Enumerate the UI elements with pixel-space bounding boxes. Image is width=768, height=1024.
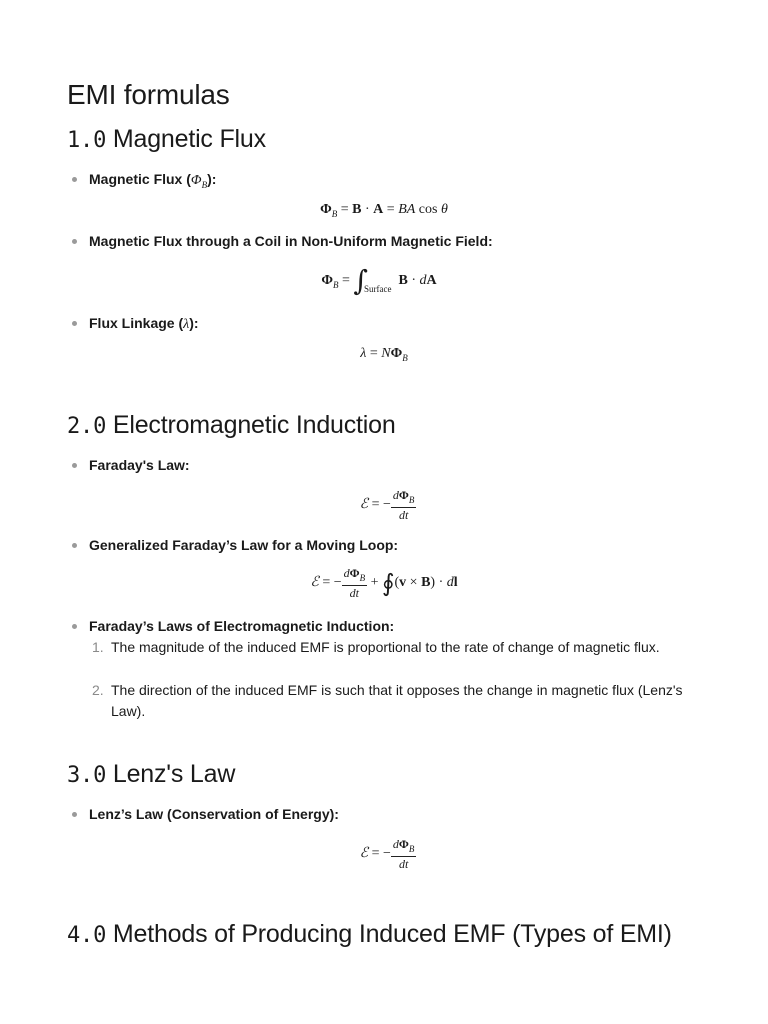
bullet-dot bbox=[72, 812, 77, 817]
flux-subscript: B bbox=[201, 180, 208, 190]
list-number: 2. bbox=[92, 682, 104, 698]
section-number: 2.0 bbox=[67, 414, 107, 439]
ordered-list-item bbox=[89, 680, 699, 722]
bullet-dot bbox=[72, 321, 77, 326]
section-number: 4.0 bbox=[67, 923, 107, 948]
section-heading-magnetic-flux bbox=[67, 124, 266, 154]
equation-text: $\lambda = N\Phi_B$ bbox=[360, 346, 408, 363]
item-label: Faraday's Law: bbox=[89, 457, 190, 473]
bullet-dot bbox=[72, 543, 77, 548]
section-number: 1.0 bbox=[67, 128, 107, 153]
integral-symbol: ∫ bbox=[353, 264, 368, 297]
list-number: 1. bbox=[92, 639, 104, 655]
section-heading-lenz-law bbox=[67, 759, 235, 789]
equation-magnetic-flux bbox=[0, 200, 768, 224]
item-label: Generalized Faraday’s Law for a Moving Loop: bbox=[89, 537, 399, 553]
contour-integral-symbol: ∮ bbox=[381, 569, 395, 597]
item-label-end: ): bbox=[189, 315, 199, 331]
equation-faraday-law: ℰ = − $\frac{d\Phi_B}{dt}$ bbox=[359, 488, 415, 522]
lambda-symbol: λ bbox=[183, 317, 190, 332]
item-label: Magnetic Flux ( bbox=[89, 171, 191, 187]
list-text: The magnitude of the induced EMF is proportional to the rate of change of magnetic flux. bbox=[111, 639, 660, 655]
flux-symbol: Φ bbox=[190, 173, 202, 188]
equation-generalized-faraday: ℰ = − $\frac{d\Phi_B}{dt}$ + ∮(v × B) · dl bbox=[310, 566, 458, 600]
bullet-dot bbox=[72, 463, 77, 468]
item-label: Flux Linkage ( bbox=[89, 315, 184, 331]
bullet-dot bbox=[72, 177, 77, 182]
section-number: 3.0 bbox=[67, 763, 107, 788]
ordered-list-item bbox=[89, 637, 699, 658]
equation-flux-linkage bbox=[0, 344, 768, 368]
section-title: Methods of Producing Induced EMF (Types of EMI) bbox=[112, 920, 672, 948]
item-label: Magnetic Flux through a Coil in Non-Uniform Magnetic Field: bbox=[89, 233, 493, 249]
item-label-end: ): bbox=[207, 171, 217, 187]
equation-text: $\Phi_B = B \cdot A$ = BA cos θ bbox=[320, 202, 448, 219]
bullet-dot bbox=[72, 239, 77, 244]
section-title: Lenz's Law bbox=[112, 760, 236, 788]
integral-subscript: Surface bbox=[363, 284, 392, 295]
item-label: Faraday’s Laws of Electromagnetic Induction: bbox=[89, 618, 395, 634]
item-label: Lenz’s Law (Conservation of Energy): bbox=[89, 806, 339, 822]
section-title: Magnetic Flux bbox=[112, 125, 266, 153]
equation-flux-surface-integral: $\Phi_B = \int_{Surface}$ B · dA bbox=[321, 264, 437, 297]
section-heading-methods-emf bbox=[67, 919, 707, 949]
bullet-dot bbox=[72, 624, 77, 629]
equation-lenz-law: ℰ = − $\frac{d\Phi_B}{dt}$ bbox=[359, 837, 415, 871]
section-title: Electromagnetic Induction bbox=[112, 411, 396, 439]
page-title: EMI formulas bbox=[67, 79, 230, 110]
section-heading-electromagnetic-induction bbox=[67, 410, 396, 440]
list-text: The direction of the induced EMF is such that it opposes the change in magnetic flux (Lenz's Law). bbox=[111, 682, 683, 719]
